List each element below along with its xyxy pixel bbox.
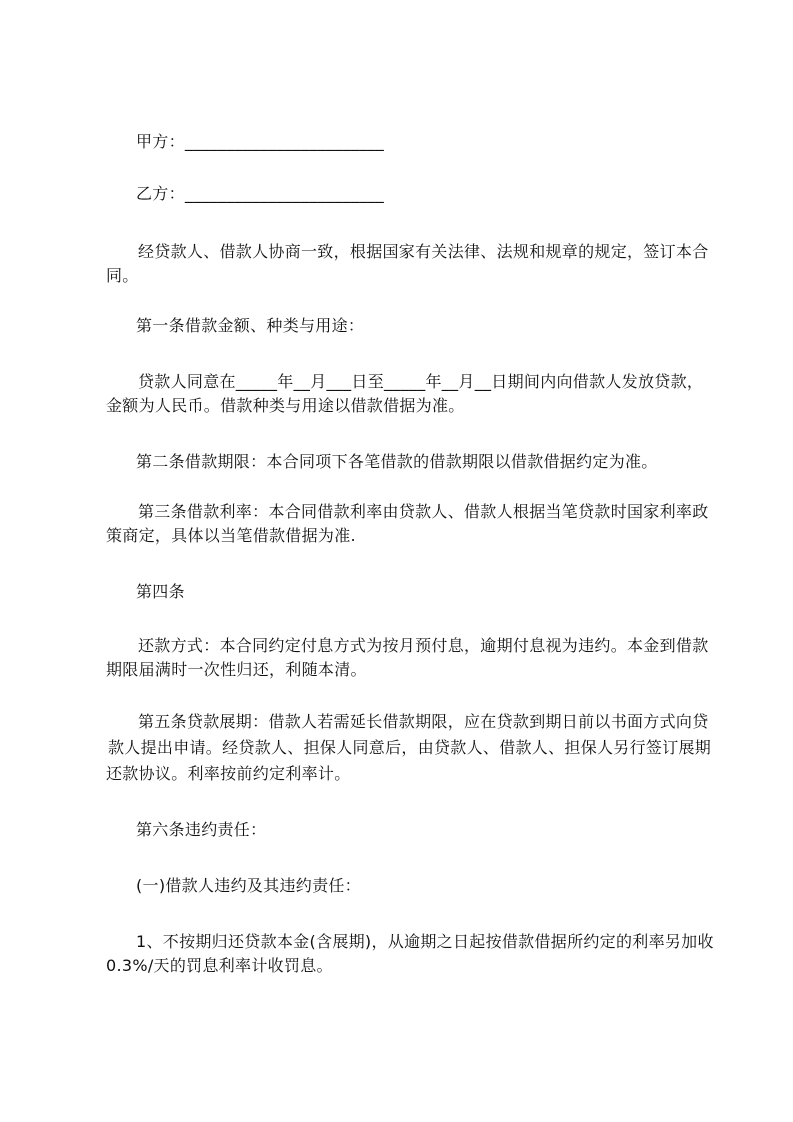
article-5: 第五条贷款展期：借款人若需延长借款期限，应在贷款到期日前以书面方式向贷 xyxy=(138,712,709,731)
article-6-item-1: 1、不按期归还贷款本金(含展期)，从逾期之日起按借款借据所约定的利率另加收 xyxy=(136,932,714,951)
article-6-item-1: 0.3%/天的罚息利率计收罚息。 xyxy=(106,956,333,975)
article-1-body: 金额为人民币。借款种类与用途以借款借据为准。 xyxy=(106,396,465,415)
article-1-title: 第一条借款金额、种类与用途： xyxy=(136,316,365,335)
article-3: 第三条借款利率：本合同借款利率由贷款人、借款人根据当笔贷款时国家利率政 xyxy=(138,502,709,521)
party-b-line: 乙方：________________________ xyxy=(136,184,385,203)
intro-paragraph: 同。 xyxy=(106,266,139,285)
article-1-body: 贷款人同意在_____年__月___日至_____年__月__日期间内向借款人发放贷款， xyxy=(138,372,704,391)
article-3: 策商定，具体以当笔借款借据为准. xyxy=(106,526,356,545)
article-2: 第二条借款期限：本合同项下各笔借款的借款期限以借款借据约定为准。 xyxy=(136,452,658,471)
article-5: 款人提出申请。经贷款人、担保人同意后，由贷款人、借款人、担保人另行签订展期 xyxy=(108,738,712,757)
intro-paragraph: 经贷款人、借款人协商一致，根据国家有关法律、法规和规章的规定，签订本合 xyxy=(138,242,709,261)
article-4-body: 期限届满时一次性归还，利随本清。 xyxy=(106,660,367,679)
article-6-title: 第六条违约责任： xyxy=(136,820,267,839)
party-a-line: 甲方：________________________ xyxy=(136,132,385,151)
article-4-body: 还款方式：本合同约定付息方式为按月预付息，逾期付息视为违约。本金到借款 xyxy=(138,636,709,655)
article-5: 还款协议。利率按前约定利率计。 xyxy=(106,764,351,783)
article-6-subsection-1: (一)借款人违约及其违约责任： xyxy=(136,876,361,895)
article-4-title: 第四条 xyxy=(136,582,185,601)
